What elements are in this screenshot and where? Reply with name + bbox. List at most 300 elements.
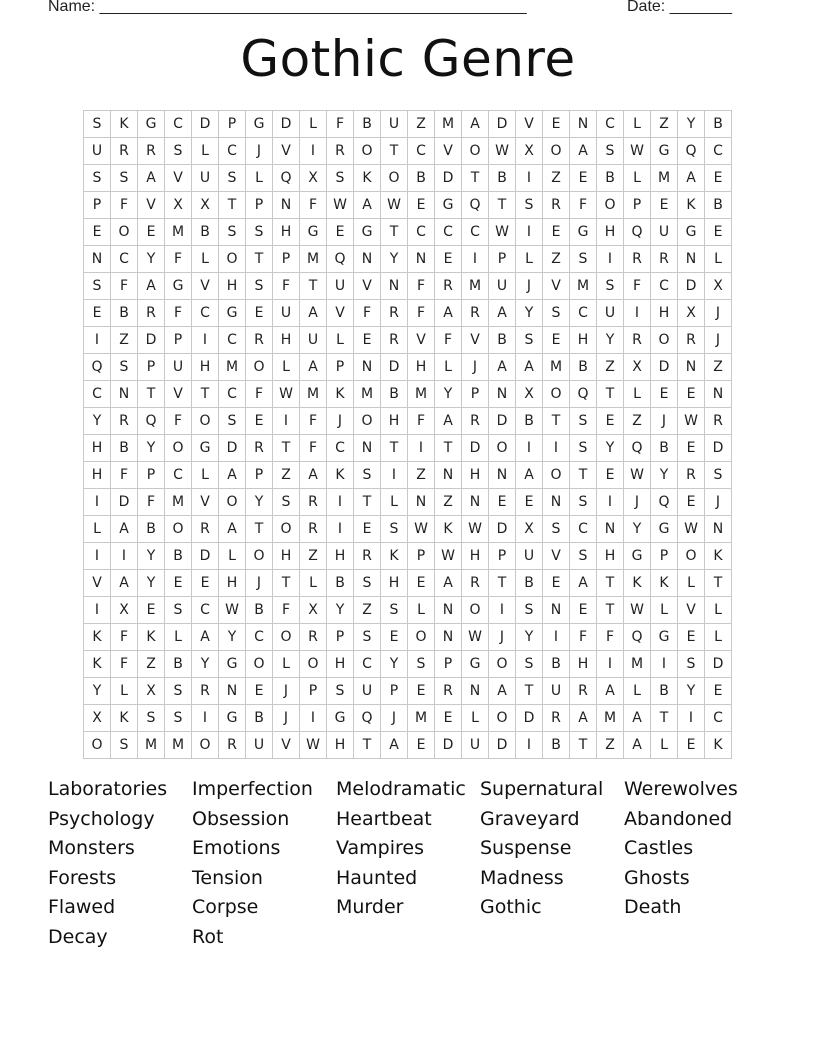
grid-cell[interactable]: N bbox=[111, 381, 138, 408]
grid-cell[interactable]: F bbox=[408, 300, 435, 327]
grid-cell[interactable]: J bbox=[489, 624, 516, 651]
grid-cell[interactable]: S bbox=[570, 246, 597, 273]
grid-cell[interactable]: P bbox=[462, 381, 489, 408]
grid-cell[interactable]: G bbox=[219, 651, 246, 678]
grid-cell[interactable]: G bbox=[219, 705, 246, 732]
grid-cell[interactable]: S bbox=[165, 678, 192, 705]
grid-cell[interactable]: X bbox=[516, 516, 543, 543]
grid-cell[interactable]: O bbox=[165, 435, 192, 462]
grid-cell[interactable]: A bbox=[192, 624, 219, 651]
grid-cell[interactable]: E bbox=[138, 597, 165, 624]
grid-cell[interactable]: E bbox=[543, 570, 570, 597]
grid-cell[interactable]: D bbox=[138, 327, 165, 354]
grid-cell[interactable]: W bbox=[678, 408, 705, 435]
grid-cell[interactable]: Q bbox=[624, 219, 651, 246]
grid-cell[interactable]: N bbox=[678, 354, 705, 381]
grid-cell[interactable]: J bbox=[246, 138, 273, 165]
grid-cell[interactable]: L bbox=[165, 624, 192, 651]
grid-cell[interactable]: G bbox=[651, 138, 678, 165]
grid-cell[interactable]: S bbox=[570, 408, 597, 435]
grid-cell[interactable]: T bbox=[705, 570, 732, 597]
grid-cell[interactable]: Q bbox=[651, 489, 678, 516]
grid-cell[interactable]: C bbox=[84, 381, 111, 408]
grid-cell[interactable]: E bbox=[84, 300, 111, 327]
grid-cell[interactable]: O bbox=[597, 192, 624, 219]
grid-cell[interactable]: L bbox=[516, 246, 543, 273]
grid-cell[interactable]: A bbox=[489, 678, 516, 705]
grid-cell[interactable]: T bbox=[354, 732, 381, 759]
grid-cell[interactable]: I bbox=[408, 435, 435, 462]
grid-cell[interactable]: T bbox=[489, 192, 516, 219]
grid-cell[interactable]: Q bbox=[84, 354, 111, 381]
grid-cell[interactable]: S bbox=[516, 192, 543, 219]
grid-cell[interactable]: U bbox=[543, 678, 570, 705]
grid-cell[interactable]: E bbox=[354, 327, 381, 354]
grid-cell[interactable]: V bbox=[462, 327, 489, 354]
grid-cell[interactable]: S bbox=[138, 705, 165, 732]
grid-cell[interactable]: Q bbox=[273, 165, 300, 192]
grid-cell[interactable]: L bbox=[219, 543, 246, 570]
grid-cell[interactable]: Y bbox=[192, 651, 219, 678]
grid-cell[interactable]: Z bbox=[435, 489, 462, 516]
grid-cell[interactable]: S bbox=[273, 489, 300, 516]
grid-cell[interactable]: V bbox=[192, 489, 219, 516]
grid-cell[interactable]: K bbox=[651, 570, 678, 597]
grid-cell[interactable]: X bbox=[111, 597, 138, 624]
grid-cell[interactable]: C bbox=[165, 462, 192, 489]
grid-cell[interactable]: Y bbox=[327, 597, 354, 624]
grid-cell[interactable]: E bbox=[246, 408, 273, 435]
grid-cell[interactable]: Y bbox=[678, 678, 705, 705]
grid-cell[interactable]: O bbox=[165, 516, 192, 543]
grid-cell[interactable]: Y bbox=[138, 246, 165, 273]
grid-cell[interactable]: R bbox=[624, 327, 651, 354]
grid-cell[interactable]: S bbox=[516, 597, 543, 624]
grid-cell[interactable]: T bbox=[651, 705, 678, 732]
grid-cell[interactable]: H bbox=[381, 408, 408, 435]
grid-cell[interactable]: Z bbox=[651, 111, 678, 138]
grid-cell[interactable]: O bbox=[354, 408, 381, 435]
grid-cell[interactable]: F bbox=[246, 381, 273, 408]
grid-cell[interactable]: S bbox=[516, 651, 543, 678]
grid-cell[interactable]: S bbox=[111, 732, 138, 759]
grid-cell[interactable]: E bbox=[489, 489, 516, 516]
grid-cell[interactable]: I bbox=[651, 651, 678, 678]
grid-cell[interactable]: I bbox=[84, 327, 111, 354]
grid-cell[interactable]: P bbox=[273, 246, 300, 273]
grid-cell[interactable]: P bbox=[138, 354, 165, 381]
grid-cell[interactable]: B bbox=[165, 543, 192, 570]
grid-cell[interactable]: I bbox=[678, 705, 705, 732]
grid-cell[interactable]: E bbox=[678, 435, 705, 462]
grid-cell[interactable]: A bbox=[111, 516, 138, 543]
grid-cell[interactable]: S bbox=[570, 435, 597, 462]
grid-cell[interactable]: E bbox=[678, 732, 705, 759]
grid-cell[interactable]: S bbox=[219, 219, 246, 246]
grid-cell[interactable]: B bbox=[543, 651, 570, 678]
grid-cell[interactable]: G bbox=[327, 705, 354, 732]
grid-cell[interactable]: V bbox=[138, 192, 165, 219]
grid-cell[interactable]: B bbox=[543, 732, 570, 759]
grid-cell[interactable]: L bbox=[246, 165, 273, 192]
grid-cell[interactable]: P bbox=[651, 543, 678, 570]
grid-cell[interactable]: N bbox=[543, 489, 570, 516]
grid-cell[interactable]: L bbox=[678, 570, 705, 597]
grid-cell[interactable]: R bbox=[192, 516, 219, 543]
grid-cell[interactable]: R bbox=[462, 408, 489, 435]
grid-cell[interactable]: V bbox=[354, 273, 381, 300]
grid-cell[interactable]: I bbox=[516, 435, 543, 462]
grid-cell[interactable]: N bbox=[435, 597, 462, 624]
grid-cell[interactable]: C bbox=[219, 138, 246, 165]
grid-cell[interactable]: V bbox=[678, 597, 705, 624]
grid-cell[interactable]: U bbox=[597, 300, 624, 327]
grid-cell[interactable]: F bbox=[165, 246, 192, 273]
grid-cell[interactable]: Y bbox=[138, 435, 165, 462]
grid-cell[interactable]: P bbox=[219, 111, 246, 138]
grid-cell[interactable]: S bbox=[381, 516, 408, 543]
grid-cell[interactable]: A bbox=[597, 678, 624, 705]
grid-cell[interactable]: D bbox=[705, 651, 732, 678]
grid-cell[interactable]: I bbox=[84, 543, 111, 570]
grid-cell[interactable]: A bbox=[435, 300, 462, 327]
grid-cell[interactable]: L bbox=[435, 354, 462, 381]
grid-cell[interactable]: Q bbox=[624, 435, 651, 462]
grid-cell[interactable]: M bbox=[570, 273, 597, 300]
grid-cell[interactable]: A bbox=[624, 705, 651, 732]
grid-cell[interactable]: L bbox=[624, 678, 651, 705]
grid-cell[interactable]: N bbox=[84, 246, 111, 273]
grid-cell[interactable]: U bbox=[489, 273, 516, 300]
grid-cell[interactable]: R bbox=[300, 624, 327, 651]
grid-cell[interactable]: L bbox=[705, 597, 732, 624]
grid-cell[interactable]: Q bbox=[570, 381, 597, 408]
grid-cell[interactable]: M bbox=[651, 165, 678, 192]
grid-cell[interactable]: V bbox=[273, 732, 300, 759]
grid-cell[interactable]: J bbox=[651, 408, 678, 435]
grid-cell[interactable]: I bbox=[192, 705, 219, 732]
grid-cell[interactable]: E bbox=[678, 381, 705, 408]
grid-cell[interactable]: U bbox=[354, 678, 381, 705]
grid-cell[interactable]: Q bbox=[624, 624, 651, 651]
grid-cell[interactable]: L bbox=[705, 246, 732, 273]
grid-cell[interactable]: S bbox=[408, 651, 435, 678]
grid-cell[interactable]: K bbox=[624, 570, 651, 597]
grid-cell[interactable]: P bbox=[246, 192, 273, 219]
grid-cell[interactable]: A bbox=[570, 138, 597, 165]
grid-cell[interactable]: W bbox=[489, 138, 516, 165]
grid-cell[interactable]: C bbox=[111, 246, 138, 273]
grid-cell[interactable]: V bbox=[84, 570, 111, 597]
grid-cell[interactable]: J bbox=[624, 489, 651, 516]
grid-cell[interactable]: H bbox=[597, 219, 624, 246]
grid-cell[interactable]: R bbox=[111, 138, 138, 165]
grid-cell[interactable]: O bbox=[273, 624, 300, 651]
grid-cell[interactable]: A bbox=[138, 273, 165, 300]
grid-cell[interactable]: E bbox=[138, 219, 165, 246]
grid-cell[interactable]: W bbox=[462, 624, 489, 651]
grid-cell[interactable]: P bbox=[84, 192, 111, 219]
grid-cell[interactable]: S bbox=[705, 462, 732, 489]
grid-cell[interactable]: X bbox=[192, 192, 219, 219]
grid-cell[interactable]: D bbox=[489, 111, 516, 138]
grid-cell[interactable]: N bbox=[219, 678, 246, 705]
grid-cell[interactable]: C bbox=[354, 651, 381, 678]
grid-cell[interactable]: F bbox=[570, 624, 597, 651]
grid-cell[interactable]: T bbox=[489, 570, 516, 597]
grid-cell[interactable]: K bbox=[84, 624, 111, 651]
grid-cell[interactable]: U bbox=[462, 732, 489, 759]
grid-cell[interactable]: G bbox=[462, 651, 489, 678]
grid-cell[interactable]: H bbox=[84, 435, 111, 462]
grid-cell[interactable]: S bbox=[219, 165, 246, 192]
grid-cell[interactable]: G bbox=[651, 624, 678, 651]
grid-cell[interactable]: M bbox=[354, 381, 381, 408]
grid-cell[interactable]: B bbox=[489, 165, 516, 192]
grid-cell[interactable]: B bbox=[705, 192, 732, 219]
grid-cell[interactable]: L bbox=[705, 624, 732, 651]
grid-cell[interactable]: O bbox=[678, 543, 705, 570]
grid-cell[interactable]: C bbox=[435, 219, 462, 246]
grid-cell[interactable]: O bbox=[246, 543, 273, 570]
grid-cell[interactable]: S bbox=[246, 273, 273, 300]
grid-cell[interactable]: P bbox=[381, 678, 408, 705]
grid-cell[interactable]: R bbox=[678, 462, 705, 489]
grid-cell[interactable]: I bbox=[516, 165, 543, 192]
grid-cell[interactable]: H bbox=[219, 570, 246, 597]
grid-cell[interactable]: H bbox=[570, 327, 597, 354]
grid-cell[interactable]: I bbox=[624, 300, 651, 327]
grid-cell[interactable]: X bbox=[624, 354, 651, 381]
grid-cell[interactable]: S bbox=[219, 408, 246, 435]
grid-cell[interactable]: Z bbox=[597, 354, 624, 381]
grid-cell[interactable]: B bbox=[597, 165, 624, 192]
grid-cell[interactable]: E bbox=[678, 624, 705, 651]
grid-cell[interactable]: Z bbox=[138, 651, 165, 678]
grid-cell[interactable]: Z bbox=[543, 246, 570, 273]
grid-cell[interactable]: O bbox=[219, 489, 246, 516]
grid-cell[interactable]: Z bbox=[408, 462, 435, 489]
grid-cell[interactable]: G bbox=[651, 516, 678, 543]
grid-cell[interactable]: P bbox=[435, 651, 462, 678]
grid-cell[interactable]: B bbox=[354, 111, 381, 138]
grid-cell[interactable]: W bbox=[624, 597, 651, 624]
grid-cell[interactable]: U bbox=[651, 219, 678, 246]
grid-cell[interactable]: I bbox=[543, 624, 570, 651]
grid-cell[interactable]: B bbox=[381, 381, 408, 408]
grid-cell[interactable]: D bbox=[435, 732, 462, 759]
grid-cell[interactable]: A bbox=[300, 300, 327, 327]
grid-cell[interactable]: E bbox=[408, 192, 435, 219]
grid-cell[interactable]: N bbox=[354, 246, 381, 273]
grid-cell[interactable]: H bbox=[408, 354, 435, 381]
grid-cell[interactable]: A bbox=[435, 408, 462, 435]
grid-cell[interactable]: O bbox=[192, 408, 219, 435]
grid-cell[interactable]: F bbox=[138, 489, 165, 516]
grid-cell[interactable]: I bbox=[597, 651, 624, 678]
grid-cell[interactable]: B bbox=[705, 111, 732, 138]
grid-cell[interactable]: G bbox=[219, 300, 246, 327]
grid-cell[interactable]: F bbox=[570, 192, 597, 219]
grid-cell[interactable]: Z bbox=[111, 327, 138, 354]
grid-cell[interactable]: A bbox=[354, 192, 381, 219]
grid-cell[interactable]: A bbox=[219, 516, 246, 543]
grid-cell[interactable]: S bbox=[543, 300, 570, 327]
grid-cell[interactable]: V bbox=[408, 327, 435, 354]
grid-cell[interactable]: H bbox=[651, 300, 678, 327]
grid-cell[interactable]: R bbox=[678, 327, 705, 354]
grid-cell[interactable]: S bbox=[381, 597, 408, 624]
grid-cell[interactable]: U bbox=[84, 138, 111, 165]
grid-cell[interactable]: R bbox=[651, 246, 678, 273]
grid-cell[interactable]: M bbox=[300, 381, 327, 408]
grid-cell[interactable]: O bbox=[381, 165, 408, 192]
grid-cell[interactable]: E bbox=[543, 111, 570, 138]
grid-cell[interactable]: K bbox=[435, 516, 462, 543]
grid-cell[interactable]: R bbox=[705, 408, 732, 435]
grid-cell[interactable]: B bbox=[516, 408, 543, 435]
grid-cell[interactable]: Z bbox=[705, 354, 732, 381]
grid-cell[interactable]: E bbox=[651, 192, 678, 219]
grid-cell[interactable]: Y bbox=[624, 516, 651, 543]
grid-cell[interactable]: I bbox=[192, 327, 219, 354]
grid-cell[interactable]: R bbox=[435, 273, 462, 300]
grid-cell[interactable]: T bbox=[381, 435, 408, 462]
grid-cell[interactable]: F bbox=[327, 111, 354, 138]
grid-cell[interactable]: A bbox=[435, 570, 462, 597]
grid-cell[interactable]: Y bbox=[381, 651, 408, 678]
grid-cell[interactable]: A bbox=[678, 165, 705, 192]
grid-cell[interactable]: S bbox=[354, 624, 381, 651]
grid-cell[interactable]: B bbox=[651, 678, 678, 705]
grid-cell[interactable]: G bbox=[192, 435, 219, 462]
grid-cell[interactable]: O bbox=[111, 219, 138, 246]
grid-cell[interactable]: E bbox=[570, 597, 597, 624]
grid-cell[interactable]: G bbox=[354, 219, 381, 246]
grid-cell[interactable]: W bbox=[624, 462, 651, 489]
grid-cell[interactable]: T bbox=[381, 219, 408, 246]
grid-cell[interactable]: M bbox=[219, 354, 246, 381]
grid-cell[interactable]: Y bbox=[516, 624, 543, 651]
grid-cell[interactable]: S bbox=[246, 219, 273, 246]
grid-cell[interactable]: M bbox=[462, 273, 489, 300]
grid-cell[interactable]: P bbox=[300, 678, 327, 705]
grid-cell[interactable]: S bbox=[570, 489, 597, 516]
grid-cell[interactable]: U bbox=[516, 543, 543, 570]
grid-cell[interactable]: F bbox=[165, 300, 192, 327]
grid-cell[interactable]: N bbox=[408, 489, 435, 516]
grid-cell[interactable]: Q bbox=[138, 408, 165, 435]
grid-cell[interactable]: C bbox=[165, 111, 192, 138]
grid-cell[interactable]: I bbox=[327, 516, 354, 543]
grid-cell[interactable]: H bbox=[327, 732, 354, 759]
grid-cell[interactable]: P bbox=[408, 543, 435, 570]
grid-cell[interactable]: J bbox=[705, 300, 732, 327]
grid-cell[interactable]: B bbox=[489, 327, 516, 354]
grid-cell[interactable]: D bbox=[273, 111, 300, 138]
grid-cell[interactable]: V bbox=[435, 138, 462, 165]
grid-cell[interactable]: R bbox=[462, 570, 489, 597]
grid-cell[interactable]: D bbox=[435, 165, 462, 192]
grid-cell[interactable]: L bbox=[462, 705, 489, 732]
grid-cell[interactable]: L bbox=[111, 678, 138, 705]
grid-cell[interactable]: I bbox=[381, 462, 408, 489]
grid-cell[interactable]: I bbox=[273, 408, 300, 435]
grid-cell[interactable]: S bbox=[327, 165, 354, 192]
grid-cell[interactable]: T bbox=[543, 408, 570, 435]
grid-cell[interactable]: C bbox=[462, 219, 489, 246]
grid-cell[interactable]: A bbox=[570, 570, 597, 597]
grid-cell[interactable]: C bbox=[651, 273, 678, 300]
grid-cell[interactable]: D bbox=[192, 111, 219, 138]
grid-cell[interactable]: E bbox=[705, 219, 732, 246]
grid-cell[interactable]: D bbox=[705, 435, 732, 462]
grid-cell[interactable]: M bbox=[138, 732, 165, 759]
grid-cell[interactable]: T bbox=[246, 516, 273, 543]
grid-cell[interactable]: X bbox=[84, 705, 111, 732]
grid-cell[interactable]: N bbox=[462, 489, 489, 516]
grid-cell[interactable]: X bbox=[138, 678, 165, 705]
grid-cell[interactable]: T bbox=[381, 138, 408, 165]
grid-cell[interactable]: K bbox=[111, 705, 138, 732]
grid-cell[interactable]: V bbox=[192, 273, 219, 300]
grid-cell[interactable]: L bbox=[84, 516, 111, 543]
grid-cell[interactable]: B bbox=[165, 651, 192, 678]
grid-cell[interactable]: C bbox=[408, 138, 435, 165]
grid-cell[interactable]: P bbox=[327, 354, 354, 381]
grid-cell[interactable]: S bbox=[84, 165, 111, 192]
grid-cell[interactable]: R bbox=[246, 327, 273, 354]
grid-cell[interactable]: N bbox=[354, 435, 381, 462]
grid-cell[interactable]: A bbox=[300, 354, 327, 381]
grid-cell[interactable]: C bbox=[219, 381, 246, 408]
grid-cell[interactable]: B bbox=[111, 300, 138, 327]
grid-cell[interactable]: F bbox=[354, 300, 381, 327]
grid-cell[interactable]: E bbox=[597, 462, 624, 489]
grid-cell[interactable]: O bbox=[273, 516, 300, 543]
grid-cell[interactable]: L bbox=[327, 327, 354, 354]
grid-cell[interactable]: A bbox=[516, 462, 543, 489]
grid-cell[interactable]: D bbox=[651, 354, 678, 381]
grid-cell[interactable]: T bbox=[219, 192, 246, 219]
grid-cell[interactable]: S bbox=[165, 138, 192, 165]
grid-cell[interactable]: C bbox=[192, 597, 219, 624]
grid-cell[interactable]: R bbox=[138, 300, 165, 327]
grid-cell[interactable]: Y bbox=[381, 246, 408, 273]
grid-cell[interactable]: H bbox=[84, 462, 111, 489]
grid-cell[interactable]: F bbox=[408, 408, 435, 435]
grid-cell[interactable]: E bbox=[705, 678, 732, 705]
grid-cell[interactable]: R bbox=[300, 516, 327, 543]
grid-cell[interactable]: D bbox=[219, 435, 246, 462]
grid-cell[interactable]: H bbox=[219, 273, 246, 300]
grid-cell[interactable]: G bbox=[678, 219, 705, 246]
grid-cell[interactable]: Q bbox=[462, 192, 489, 219]
grid-cell[interactable]: T bbox=[273, 435, 300, 462]
grid-cell[interactable]: C bbox=[570, 300, 597, 327]
grid-cell[interactable]: N bbox=[705, 381, 732, 408]
grid-cell[interactable]: K bbox=[705, 543, 732, 570]
grid-cell[interactable]: L bbox=[192, 246, 219, 273]
grid-cell[interactable]: I bbox=[84, 489, 111, 516]
grid-cell[interactable]: Y bbox=[246, 489, 273, 516]
grid-cell[interactable]: R bbox=[543, 192, 570, 219]
grid-cell[interactable]: R bbox=[192, 678, 219, 705]
grid-cell[interactable]: R bbox=[570, 678, 597, 705]
grid-cell[interactable]: B bbox=[408, 165, 435, 192]
grid-cell[interactable]: H bbox=[570, 651, 597, 678]
grid-cell[interactable]: K bbox=[354, 165, 381, 192]
